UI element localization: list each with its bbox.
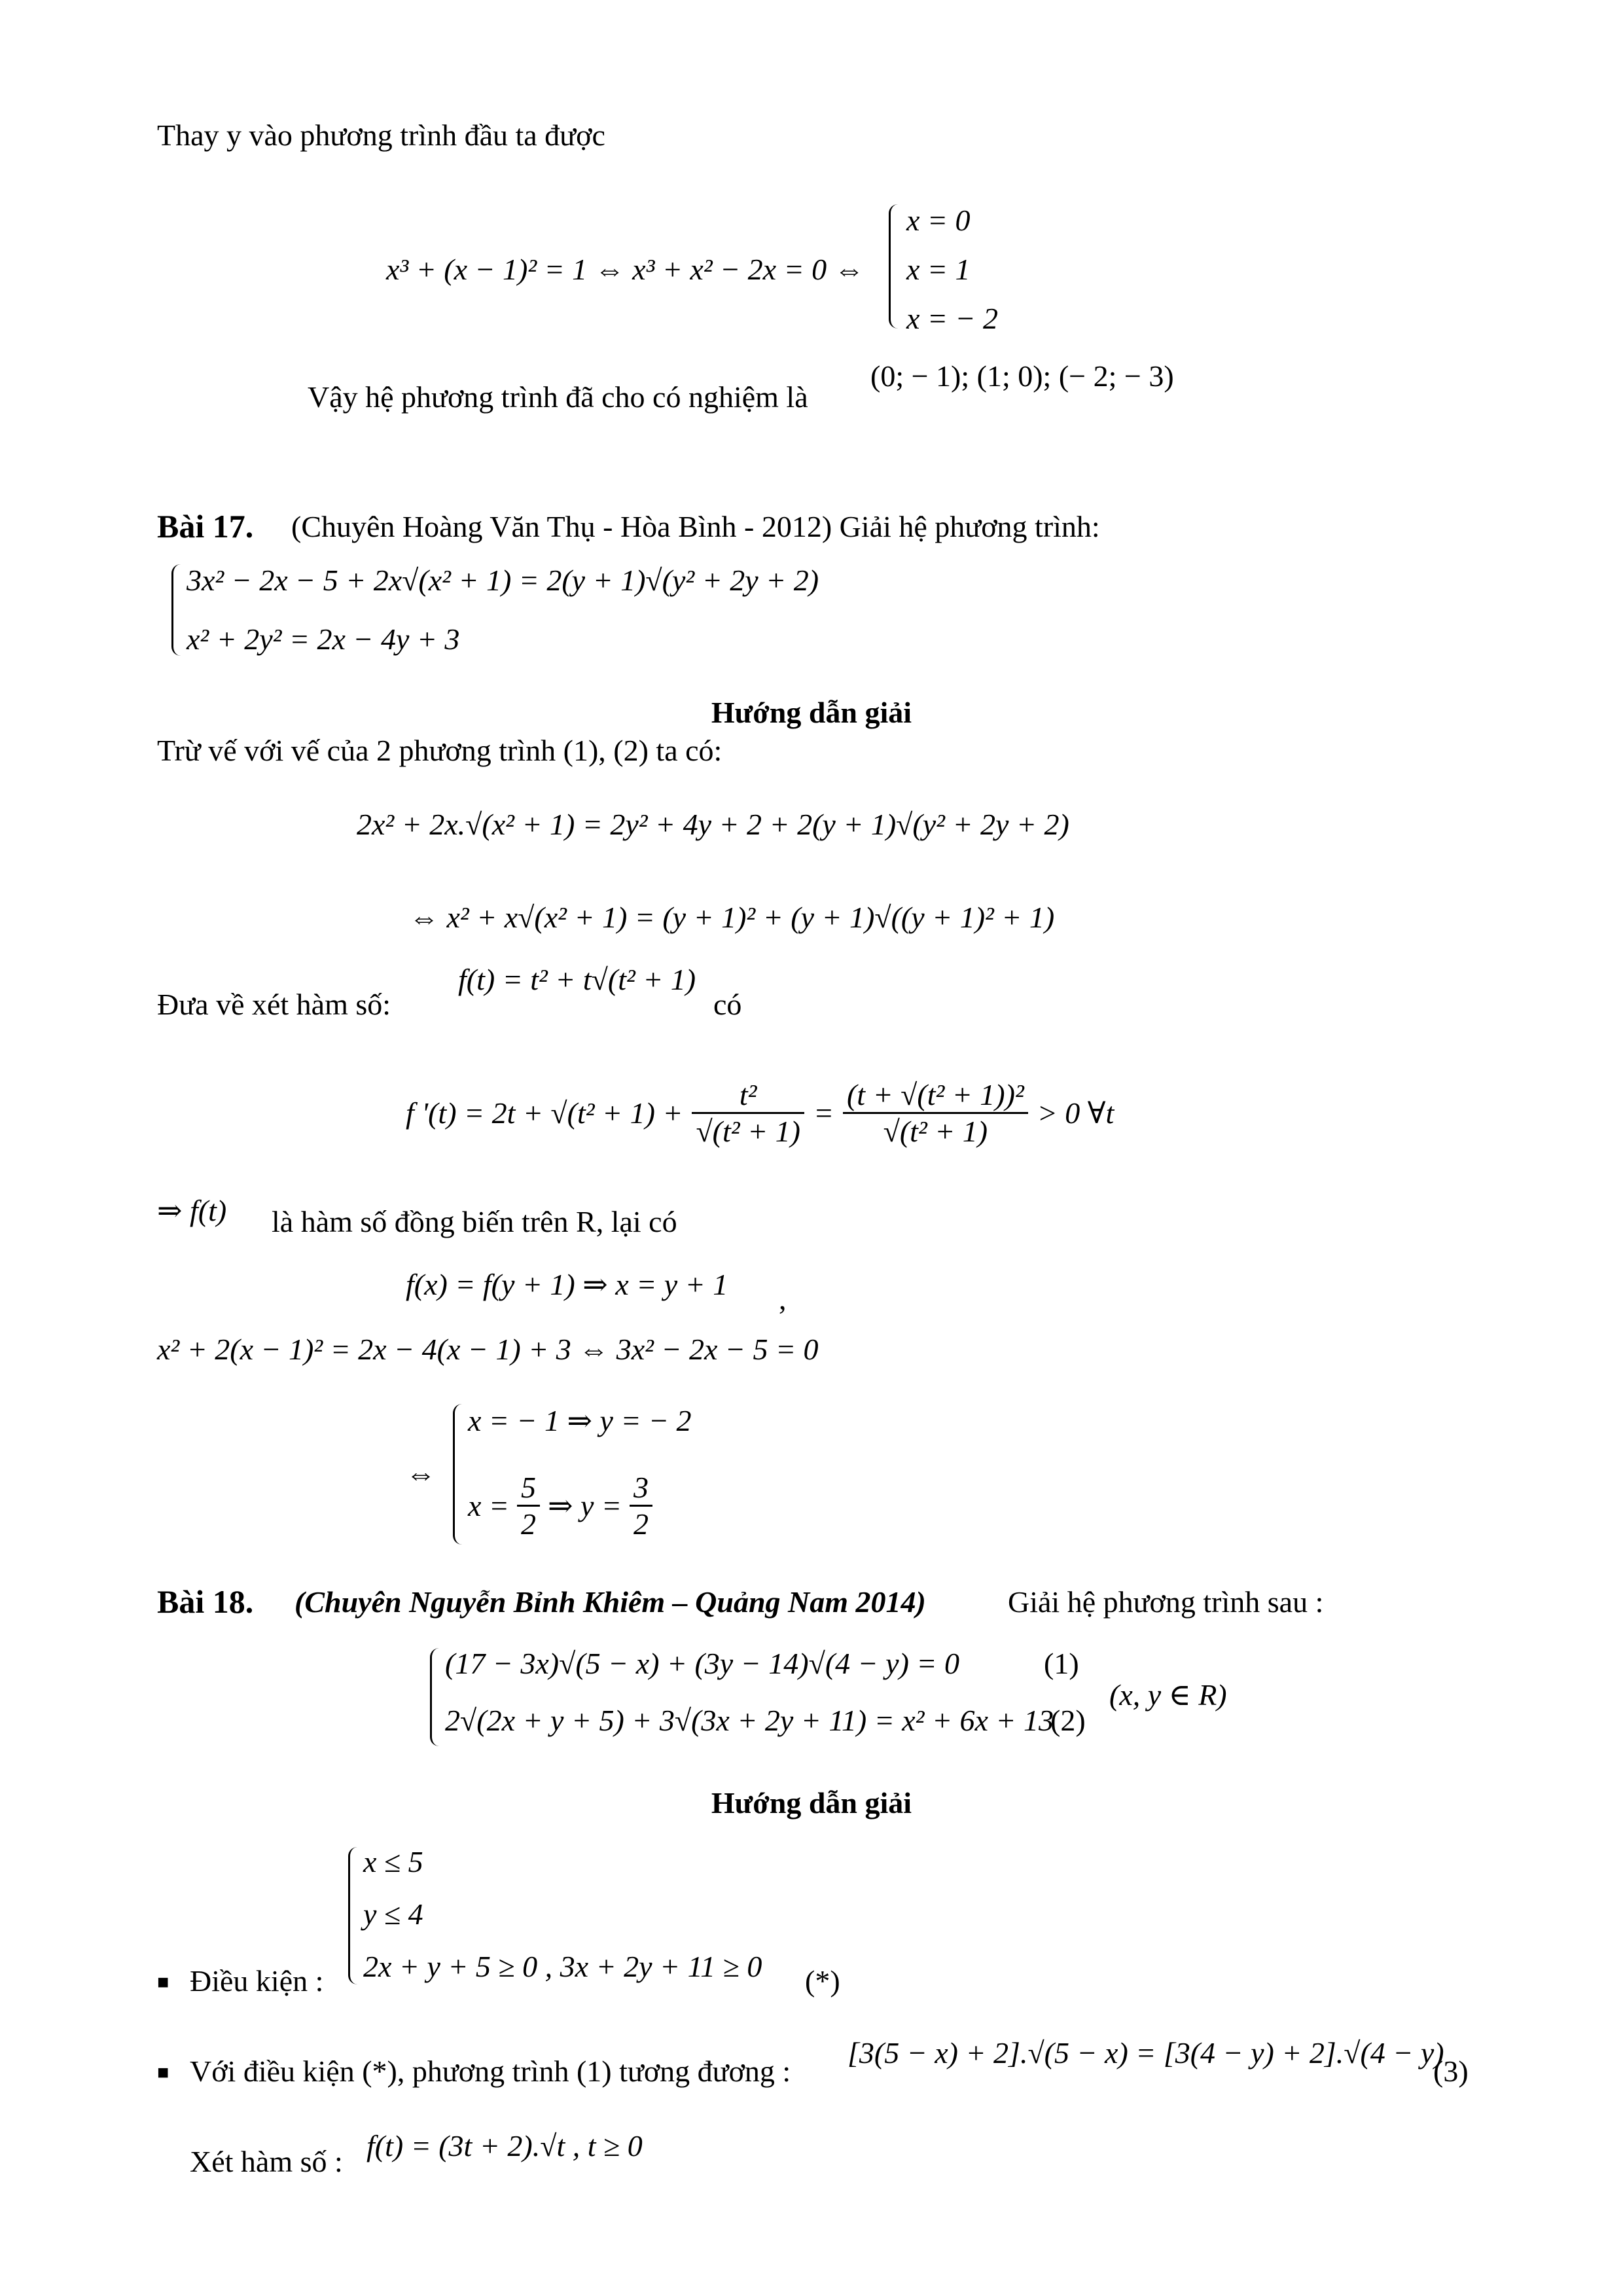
deriv-frac1-num: t² (692, 1077, 804, 1114)
deriv-eq: = (813, 1096, 834, 1130)
deriv-frac1-den: √(t² + 1) (696, 1114, 800, 1148)
res2-x: x = (468, 1488, 509, 1522)
bai17-step3-f: ⇒ f(t) (157, 1194, 227, 1227)
deriv-rhs: > 0 ∀t (1037, 1096, 1115, 1130)
bai17-label: Bài 17. (157, 508, 254, 545)
bai18-cond-3: 2x + y + 5 ≥ 0 , 3x + 2y + 11 ≥ 0 (363, 1950, 762, 1983)
bai18-domain: (x, y ∈ R) (1109, 1678, 1227, 1712)
bai18-cond-1: x ≤ 5 (363, 1845, 423, 1878)
bai18-func-math: f(t) = (3t + 2).√t , t ≥ 0 (366, 2129, 643, 2162)
bai18-heading: Hướng dẫn giải (711, 1786, 912, 1820)
sys0-case-2: x = 1 (906, 253, 971, 286)
bai17-eq-m1: 2x² + 2x.√(x² + 1) = 2y² + 4y + 2 + 2(y + 1)√(y² + 2y + 2) (357, 808, 1069, 841)
deriv-lhs: f '(t) = 2t + √(t² + 1) + (406, 1096, 683, 1130)
bai17-eq-m3-comma: , (779, 1282, 787, 1316)
bai17-eq1: 3x² − 2x − 5 + 2x√(x² + 1) = 2(y + 1)√(y² + 2y + 2) (187, 564, 819, 597)
sys0-brace (889, 204, 902, 329)
res2-y-frac (630, 1470, 652, 1541)
bai17-res2 (468, 1460, 652, 1551)
bai17-eq-m2: ⇔ x² + x√(x² + 1) = (y + 1)² + (y + 1)√((y + 1)² + 1) (409, 901, 1055, 934)
bai17-res-equiv: ⇔ (406, 1457, 436, 1490)
bai18-source: (Chuyên Nguyễn Bỉnh Khiêm – Quảng Nam 2014) (294, 1585, 926, 1619)
bai18-eq1-tag: (1) (1044, 1647, 1079, 1680)
intro-line: Thay y vào phương trình đầu ta được (157, 118, 605, 152)
sys0-case-3: x = − 2 (906, 302, 998, 335)
bai18-cond-tag: (*) (805, 1964, 840, 1998)
bai18-cond-label: Điều kiện : (190, 1964, 324, 1998)
res2-y-num: 3 (630, 1470, 652, 1507)
bai18-cond-brace (348, 1847, 362, 1984)
bai18-equiv-tag: (3) (1433, 2054, 1469, 2088)
bai18-eq1: (17 − 3x)√(5 − x) + (3y − 14)√(4 − y) = 0 (445, 1647, 959, 1680)
bai17-step2-co: có (713, 988, 742, 1021)
conclusion-solutions: (0; − 1); (1; 0); (− 2; − 3) (870, 359, 1174, 393)
bullet-icon: ■ (157, 1971, 169, 1993)
bai17-eq2: x² + 2y² = 2x − 4y + 3 (187, 622, 460, 656)
bai17-step1: Trừ vế với vế của 2 phương trình (1), (2) ta có: (157, 734, 722, 767)
res2-x-den: 2 (520, 1507, 536, 1541)
bai18-system-brace (430, 1648, 444, 1746)
bai18-label: Bài 18. (157, 1583, 254, 1620)
bai17-heading: Hướng dẫn giải (711, 696, 912, 729)
bai17-step3-text: là hàm số đồng biến trên R, lại có (272, 1205, 677, 1238)
deriv-frac1 (692, 1077, 804, 1149)
bai17-eq-m3: f(x) = f(y + 1) ⇒ x = y + 1 (406, 1268, 728, 1301)
res2-mid: ⇒ y = (547, 1489, 622, 1522)
bai18-equiv-text: Với điều kiện (*), phương trình (1) tương đương : (190, 2054, 791, 2088)
bai18-cond-2: y ≤ 4 (363, 1897, 423, 1931)
sys0-case-1: x = 0 (906, 204, 971, 237)
bai18-eq2-tag: (2) (1050, 1704, 1086, 1737)
bai17-derivative (406, 1047, 1114, 1178)
bai17-res1: x = − 1 ⇒ y = − 2 (468, 1404, 692, 1437)
deriv-frac2-num: (t + √(t² + 1))² (843, 1077, 1028, 1114)
res2-x-frac (517, 1470, 540, 1541)
bai17-source: (Chuyên Hoàng Văn Thụ - Hòa Bình - 2012) Giải hệ phương trình: (291, 510, 1100, 543)
bai18-prompt: Giải hệ phương trình sau : (1008, 1585, 1324, 1619)
res2-y-den: 2 (633, 1507, 649, 1541)
bai18-eq2: 2√(2x + y + 5) + 3√(3x + 2y + 11) = x² + 6x + 13 (445, 1704, 1054, 1737)
bai17-system-brace (171, 564, 185, 656)
bai17-eq-m4: x² + 2(x − 1)² = 2x − 4(x − 1) + 3 ⇔ 3x² − 2x − 5 = 0 (157, 1333, 819, 1366)
deriv-frac2-den: √(t² + 1) (883, 1114, 988, 1148)
conclusion-text: Vậy hệ phương trình đã cho có nghiệm là (308, 380, 808, 414)
bai17-step2-func: f(t) = t² + t√(t² + 1) (458, 963, 696, 996)
bai17-res-brace (453, 1404, 467, 1545)
bai18-equiv-math: [3(5 − x) + 2].√(5 − x) = [3(4 − y) + 2].√(4 − y) (847, 2036, 1444, 2070)
bai17-step2-text: Đưa về xét hàm số: (157, 988, 391, 1021)
res2-x-num: 5 (517, 1470, 540, 1507)
bai18-func-text: Xét hàm số : (190, 2145, 343, 2178)
bullet-icon: ■ (157, 2062, 169, 2083)
sys0-lhs: x³ + (x − 1)² = 1 ⇔ x³ + x² − 2x = 0 ⇔ (386, 253, 865, 286)
deriv-frac2 (843, 1077, 1028, 1149)
